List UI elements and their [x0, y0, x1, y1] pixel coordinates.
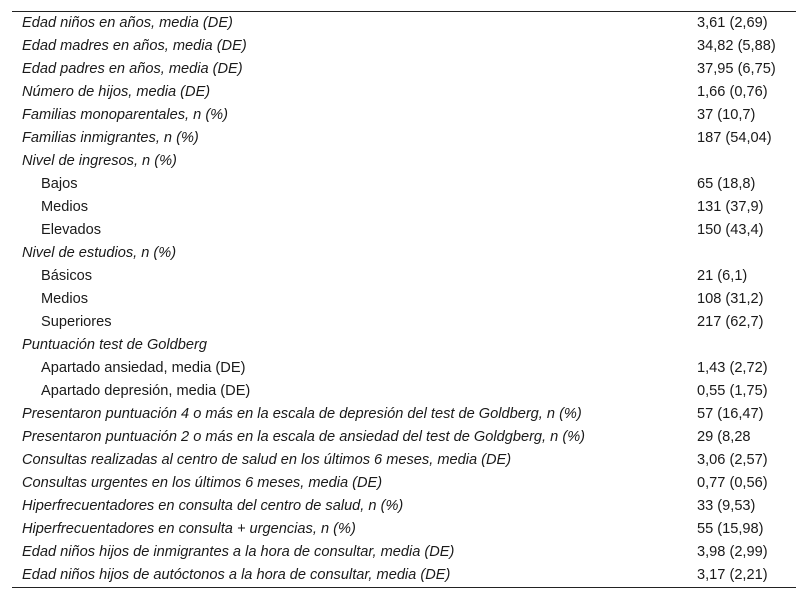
table-row	[12, 334, 796, 357]
table-row	[12, 472, 796, 495]
row-label: Edad madres en años, media (DE)	[22, 38, 247, 54]
row-label: Nivel de estudios, n (%)	[22, 245, 177, 261]
row-label: Familias inmigrantes, n (%)	[22, 130, 199, 146]
table-row	[12, 288, 796, 311]
row-label: Número de hijos, media (DE)	[22, 84, 211, 100]
row-value	[697, 334, 796, 357]
row-value: 150 (43,4)	[697, 222, 764, 238]
table-row	[12, 495, 796, 518]
table-row	[12, 357, 796, 380]
row-value: 33 (9,53)	[697, 498, 756, 514]
characteristics-table	[12, 12, 796, 587]
row-value: 57 (16,47)	[697, 406, 764, 422]
row-value: 37,95 (6,75)	[697, 61, 776, 77]
table-row	[12, 127, 796, 150]
row-label: Familias monoparentales, n (%)	[22, 107, 229, 123]
table-row	[12, 219, 796, 242]
row-label: Hiperfrecuentadores en consulta del centro de salud, n (%)	[22, 498, 404, 514]
table-row	[12, 403, 796, 426]
row-value: 29 (8,28	[697, 429, 751, 445]
row-label: Consultas realizadas al centro de salud en los últimos 6 meses, media (DE)	[22, 452, 512, 468]
row-value: 108 (31,2)	[697, 291, 764, 307]
row-value: 65 (18,8)	[697, 176, 756, 192]
row-value: 55 (15,98)	[697, 521, 764, 537]
row-sublabel: Básicos	[41, 268, 93, 284]
row-value: 34,82 (5,88)	[697, 38, 776, 54]
table-row	[12, 35, 796, 58]
row-sublabel: Medios	[41, 199, 89, 215]
row-value: 0,55 (1,75)	[697, 383, 768, 399]
row-sublabel: Bajos	[41, 176, 78, 192]
table-row	[12, 426, 796, 449]
row-value: 187 (54,04)	[697, 130, 772, 146]
table-row	[12, 265, 796, 288]
row-label: Edad niños en años, media (DE)	[22, 15, 233, 31]
row-value: 3,61 (2,69)	[697, 15, 768, 31]
row-value: 0,77 (0,56)	[697, 475, 768, 491]
row-label: Consultas urgentes en los últimos 6 meses, media (DE)	[22, 475, 383, 491]
row-value	[697, 242, 796, 265]
row-label: Presentaron puntuación 4 o más en la escala de depresión del test de Goldberg, n (%)	[22, 406, 582, 422]
row-label: Presentaron puntuación 2 o más en la escala de ansiedad del test de Goldgberg, n (%)	[22, 429, 586, 445]
row-value: 1,43 (2,72)	[697, 360, 768, 376]
row-value: 1,66 (0,76)	[697, 84, 768, 100]
table-row	[12, 150, 796, 173]
row-value: 37 (10,7)	[697, 107, 756, 123]
table-row	[12, 104, 796, 127]
row-sublabel: Superiores	[41, 314, 112, 330]
data-table	[12, 11, 796, 588]
table-row	[12, 380, 796, 403]
row-value: 131 (37,9)	[697, 199, 764, 215]
table-row	[12, 58, 796, 81]
table-row	[12, 449, 796, 472]
row-value: 217 (62,7)	[697, 314, 764, 330]
table-row	[12, 173, 796, 196]
row-label: Hiperfrecuentadores en consulta + urgencias, n (%)	[22, 521, 356, 537]
row-sublabel: Medios	[41, 291, 89, 307]
table-row	[12, 541, 796, 564]
table-row	[12, 12, 796, 35]
row-sublabel: Apartado ansiedad, media (DE)	[41, 360, 246, 376]
row-sublabel: Elevados	[41, 222, 102, 238]
row-label: Puntuación test de Goldberg	[22, 337, 207, 353]
table-row	[12, 196, 796, 219]
row-value: 3,98 (2,99)	[697, 544, 768, 560]
table-row	[12, 81, 796, 104]
table-row	[12, 311, 796, 334]
table-row	[12, 564, 796, 587]
row-label: Edad padres en años, media (DE)	[22, 61, 243, 77]
row-value: 21 (6,1)	[697, 268, 748, 284]
row-label: Edad niños hijos de inmigrantes a la hora de consultar, media (DE)	[22, 544, 455, 560]
table-row	[12, 518, 796, 541]
table-body	[12, 12, 796, 587]
table-row	[12, 242, 796, 265]
row-label: Edad niños hijos de autóctonos a la hora de consultar, media (DE)	[22, 567, 451, 583]
row-sublabel: Apartado depresión, media (DE)	[41, 383, 251, 399]
row-value	[697, 150, 796, 173]
row-label: Nivel de ingresos, n (%)	[22, 153, 177, 169]
row-value: 3,17 (2,21)	[697, 567, 768, 583]
row-value: 3,06 (2,57)	[697, 452, 768, 468]
